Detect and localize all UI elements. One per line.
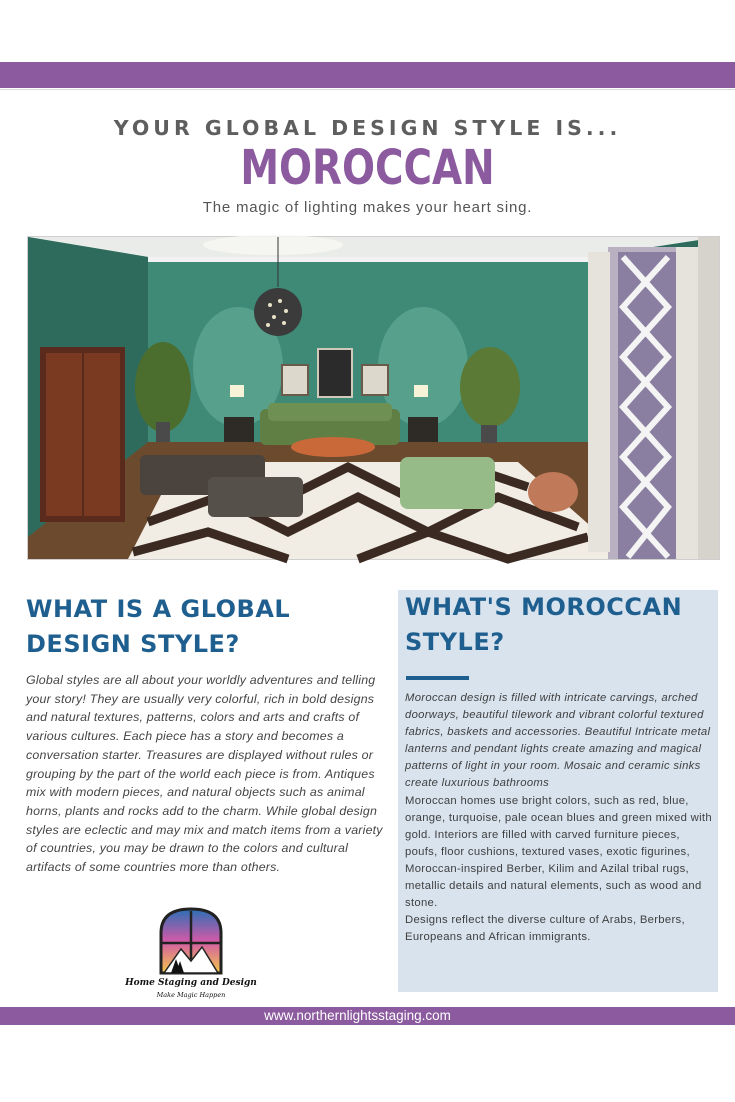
logo-name-text: Home Staging and Design xyxy=(125,978,257,988)
eyebrow-heading: YOUR GLOBAL DESIGN STYLE IS... xyxy=(113,116,622,140)
moroccan-paragraph-3: Designs reflect the diverse culture of Arabs, Berbers, Europeans and African immigrants. xyxy=(405,914,685,944)
website-link[interactable]: www.northernlightsstaging.com xyxy=(264,1008,451,1023)
style-title: MOROCCAN xyxy=(240,140,495,196)
moroccan-paragraph-1: Moroccan design is filled with intricate carvings, arched doorways, beautiful tilework and vibrant colorful textured fabrics, baskets and accessories. Beautiful Intricate metal lanterns and pendant lights create amazing and magical patterns of light in your room. Mosaic and ceramic sinks create luxurious bathrooms xyxy=(405,692,711,790)
top-divider xyxy=(0,89,735,90)
moroccan-style-heading: WHAT'S MOROCCAN STYLE? xyxy=(405,593,683,656)
global-style-heading: WHAT IS A GLOBAL DESIGN STYLE? xyxy=(26,595,291,658)
heading-underline xyxy=(406,676,469,680)
top-banner-bar xyxy=(0,62,735,88)
room-rendering-image xyxy=(27,236,720,560)
tagline: The magic of lighting makes your heart sing. xyxy=(202,199,533,216)
logo-slogan-text: Make Magic Happen xyxy=(156,991,226,999)
northern-lights-logo xyxy=(125,903,257,1003)
global-style-description: Global styles are all about your worldly adventures and telling your story! They are usually very colorful, rich in bold designs and natural textures, patterns, colors and arts and crafts of various cultures. Each piece has a story and becomes a conversation starter. Treasures are displayed without rules or grouping by the part of the world each piece is from. Antiques mix with modern pieces, and natural objects such as animal horns, plants and rocks add to the charm. While global design styles are eclectic and may mix and match items from a variety of countries, you may be drawn to the colors and cultural artifacts of some countries more than others. xyxy=(26,673,383,875)
moroccan-paragraph-2: Moroccan homes use bright colors, such as red, blue, orange, turquoise, pale ocean blues and green mixed with gold. Interiors are filled with carved furniture pieces, poufs, floor cushions, textured vases, exotic figurines, Moroccan-inspired Berber, Kilim and Azilal tribal rugs, metallic details and natural elements, such as wood and stone. xyxy=(405,794,712,910)
moroccan-style-description xyxy=(405,690,712,946)
